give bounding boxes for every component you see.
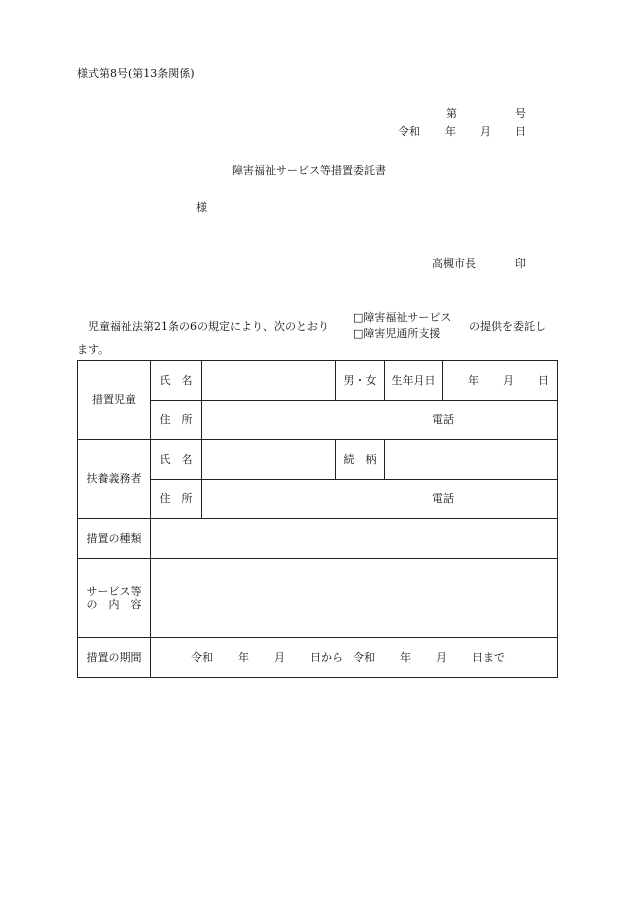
guardian-address-label: 住 所 xyxy=(151,480,202,519)
child-dob-field[interactable] xyxy=(443,361,558,401)
period-month-from: 月 xyxy=(274,650,285,664)
dob-day-label: 日 xyxy=(538,373,549,387)
date-year-label: 年 xyxy=(445,125,456,138)
issuer-seal: 印 xyxy=(515,257,526,270)
period-month-to: 月 xyxy=(436,650,447,664)
guardian-section-label: 扶養義務者 xyxy=(78,440,151,519)
measure-type-row xyxy=(78,519,558,559)
measure-type-label: 措置の種類 xyxy=(78,519,151,559)
guardian-relation-field[interactable] xyxy=(385,440,558,480)
guardian-relation-label: 続 柄 xyxy=(336,440,385,480)
measure-period-label: 措置の期間 xyxy=(78,638,151,678)
period-era-from: 令和 xyxy=(191,650,213,664)
guardian-name-row xyxy=(78,440,558,480)
date-era: 令和 xyxy=(398,125,420,138)
child-dob-label: 生年月日 xyxy=(385,361,443,401)
child-name-label: 氏 名 xyxy=(151,361,202,401)
service-content-label-line2: の 内 容 xyxy=(86,598,142,611)
period-day-from: 日から xyxy=(310,650,343,664)
option-day-support: □障害児通所支援 xyxy=(353,327,441,340)
guardian-address-field[interactable] xyxy=(202,480,558,519)
child-section-label: 措置児童 xyxy=(78,361,151,440)
dob-month-label: 月 xyxy=(503,373,514,387)
child-phone-label: 電話 xyxy=(432,413,454,427)
period-era-to: 令和 xyxy=(353,650,375,664)
intro-text-before: 児童福祉法第21条の6の規定により、次のとおり xyxy=(88,320,329,333)
option-welfare-service: □障害福祉サービス xyxy=(353,311,452,324)
period-year-from: 年 xyxy=(238,650,249,664)
measure-period-row xyxy=(78,638,558,678)
dob-year-label: 年 xyxy=(468,373,479,387)
guardian-name-field[interactable] xyxy=(202,440,336,480)
service-content-row xyxy=(78,559,558,638)
date-month-label: 月 xyxy=(480,125,491,138)
measure-type-field[interactable] xyxy=(151,519,558,559)
addressee-suffix: 様 xyxy=(196,201,207,214)
service-content-label xyxy=(78,559,151,638)
measure-table xyxy=(77,360,558,678)
child-name-row xyxy=(78,361,558,401)
doc-number-prefix: 第 xyxy=(446,107,457,120)
guardian-phone-label: 電話 xyxy=(432,492,454,506)
form-number-label: 様式第8号(第13条関係) xyxy=(77,67,195,80)
doc-number-suffix: 号 xyxy=(515,107,526,120)
child-name-field[interactable] xyxy=(202,361,336,401)
issuer-name: 高槻市長 xyxy=(432,257,476,270)
intro-text-wrap: ます。 xyxy=(77,343,110,356)
document-title: 障害福祉サービス等措置委託書 xyxy=(232,164,386,177)
period-year-to: 年 xyxy=(400,650,411,664)
child-sex-field[interactable]: 男・女 xyxy=(336,361,385,401)
service-content-field[interactable] xyxy=(151,559,558,638)
period-day-to: 日まで xyxy=(472,650,505,664)
service-content-label-line1: サービス等 xyxy=(86,584,142,598)
measure-period-field[interactable] xyxy=(151,638,558,678)
date-day-label: 日 xyxy=(515,125,526,138)
intro-text-after: の提供を委託し xyxy=(469,320,546,333)
child-address-label: 住 所 xyxy=(151,401,202,440)
child-address-field[interactable] xyxy=(202,401,558,440)
guardian-name-label: 氏 名 xyxy=(151,440,202,480)
